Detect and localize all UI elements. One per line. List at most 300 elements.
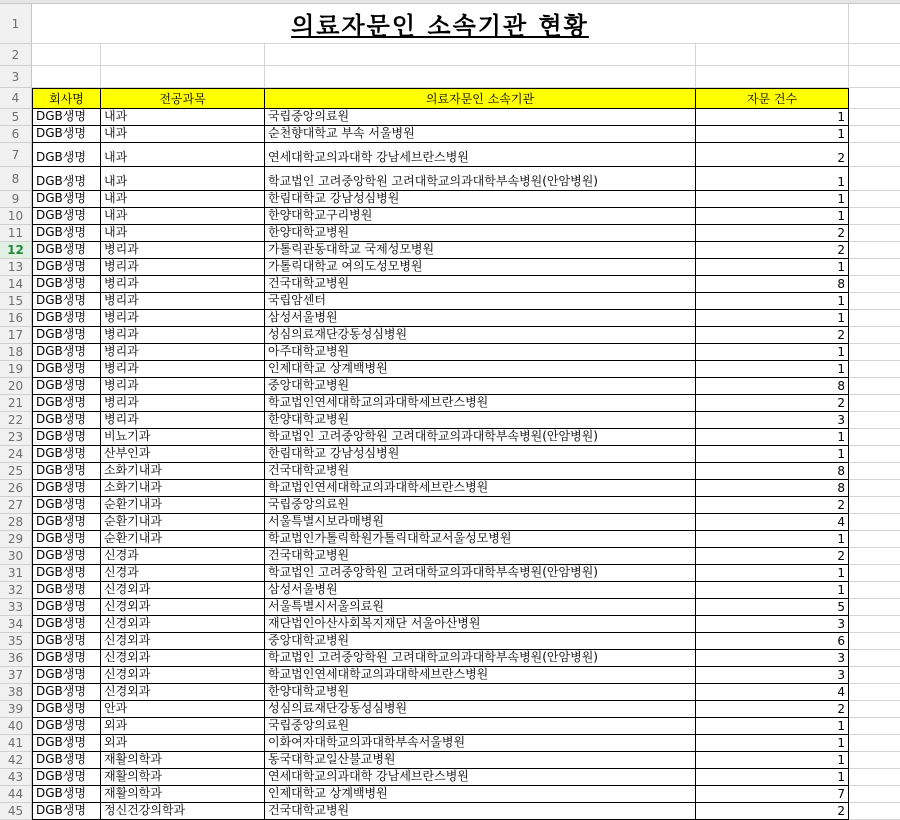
cell-org[interactable]: 성심의료재단강동성심병원 bbox=[265, 327, 696, 344]
cell-dept[interactable]: 병리과 bbox=[101, 259, 265, 276]
row-header[interactable]: 28 bbox=[0, 514, 32, 531]
row-header[interactable]: 8 bbox=[0, 167, 32, 191]
cell[interactable] bbox=[849, 667, 900, 684]
cell[interactable] bbox=[849, 786, 900, 803]
cell-company[interactable]: DGB생명 bbox=[32, 667, 101, 684]
row-header[interactable]: 11 bbox=[0, 225, 32, 242]
cell-count[interactable]: 4 bbox=[696, 684, 849, 701]
sheet-title: 의료자문인 소속기관 현황 bbox=[291, 12, 589, 40]
table-row bbox=[0, 276, 900, 293]
table-row bbox=[0, 310, 900, 327]
cell-dept[interactable]: 신경외과 bbox=[101, 667, 265, 684]
row-header[interactable]: 39 bbox=[0, 701, 32, 718]
row-header[interactable]: 25 bbox=[0, 463, 32, 480]
cell[interactable] bbox=[849, 514, 900, 531]
cell[interactable] bbox=[849, 208, 900, 225]
cell-org[interactable]: 한양대학교병원 bbox=[265, 684, 696, 701]
cell[interactable] bbox=[101, 44, 265, 66]
cell[interactable] bbox=[849, 109, 900, 126]
cell[interactable] bbox=[849, 378, 900, 395]
cell-org[interactable]: 한양대학교구리병원 bbox=[265, 208, 696, 225]
cell-company[interactable]: DGB생명 bbox=[32, 395, 101, 412]
cell-company[interactable]: DGB생명 bbox=[32, 565, 101, 582]
cell-count[interactable]: 3 bbox=[696, 412, 849, 429]
cell-dept[interactable]: 병리과 bbox=[101, 327, 265, 344]
header-org[interactable]: 의료자문인 소속기관 bbox=[265, 88, 696, 109]
cell-count[interactable]: 2 bbox=[696, 327, 849, 344]
cell-dept[interactable]: 정신건강의학과 bbox=[101, 803, 265, 820]
row-header[interactable]: 17 bbox=[0, 327, 32, 344]
cell-org[interactable]: 한림대학교 강남성심병원 bbox=[265, 446, 696, 463]
cell-org[interactable]: 가톨릭관동대학교 국제성모병원 bbox=[265, 242, 696, 259]
cell-count[interactable]: 3 bbox=[696, 667, 849, 684]
row-header[interactable]: 13 bbox=[0, 259, 32, 276]
cell-dept[interactable]: 재활의학과 bbox=[101, 769, 265, 786]
cell-dept[interactable]: 순환기내과 bbox=[101, 514, 265, 531]
cell-org[interactable]: 서울특별시서울의료원 bbox=[265, 599, 696, 616]
cell-dept[interactable]: 신경외과 bbox=[101, 599, 265, 616]
title-row bbox=[0, 4, 900, 44]
cell[interactable] bbox=[849, 616, 900, 633]
cell[interactable] bbox=[101, 66, 265, 88]
cell-dept[interactable]: 산부인과 bbox=[101, 446, 265, 463]
table-row bbox=[0, 752, 900, 769]
row-header[interactable]: 41 bbox=[0, 735, 32, 752]
cell-company[interactable]: DGB생명 bbox=[32, 701, 101, 718]
cell-count[interactable]: 6 bbox=[696, 633, 849, 650]
row-header[interactable]: 19 bbox=[0, 361, 32, 378]
cell[interactable] bbox=[849, 446, 900, 463]
cell-org[interactable]: 중앙대학교병원 bbox=[265, 378, 696, 395]
cell-count[interactable]: 1 bbox=[696, 361, 849, 378]
cell-org[interactable]: 학교법인연세대학교의과대학세브란스병원 bbox=[265, 395, 696, 412]
cell-company[interactable]: DGB생명 bbox=[32, 684, 101, 701]
cell-company[interactable]: DGB생명 bbox=[32, 752, 101, 769]
row-header[interactable]: 6 bbox=[0, 126, 32, 143]
cell-org[interactable]: 동국대학교일산불교병원 bbox=[265, 752, 696, 769]
cell-count[interactable]: 1 bbox=[696, 310, 849, 327]
cell[interactable] bbox=[849, 429, 900, 446]
cell-count[interactable]: 2 bbox=[696, 242, 849, 259]
cell-company[interactable]: DGB생명 bbox=[32, 769, 101, 786]
cell-count[interactable]: 1 bbox=[696, 109, 849, 126]
row-header[interactable]: 36 bbox=[0, 650, 32, 667]
row-header[interactable]: 18 bbox=[0, 344, 32, 361]
row-header[interactable]: 5 bbox=[0, 109, 32, 126]
cell-count[interactable]: 1 bbox=[696, 167, 849, 191]
blank-row bbox=[0, 44, 900, 66]
cell-count[interactable]: 3 bbox=[696, 650, 849, 667]
cell-org[interactable]: 인제대학교 상계백병원 bbox=[265, 361, 696, 378]
table-row bbox=[0, 803, 900, 820]
cell-count[interactable]: 1 bbox=[696, 769, 849, 786]
table-row bbox=[0, 395, 900, 412]
cell-dept[interactable]: 병리과 bbox=[101, 412, 265, 429]
cell-count[interactable]: 1 bbox=[696, 191, 849, 208]
header-count[interactable]: 자문 건수 bbox=[696, 88, 849, 109]
cell-count[interactable]: 2 bbox=[696, 497, 849, 514]
cell-org[interactable]: 건국대학교병원 bbox=[265, 463, 696, 480]
cell-org[interactable]: 한양대학교병원 bbox=[265, 225, 696, 242]
cell-count[interactable]: 1 bbox=[696, 718, 849, 735]
cell-company[interactable]: DGB생명 bbox=[32, 327, 101, 344]
cell-org[interactable]: 건국대학교병원 bbox=[265, 803, 696, 820]
cell-org[interactable]: 성심의료재단강동성심병원 bbox=[265, 701, 696, 718]
cell-company[interactable]: DGB생명 bbox=[32, 429, 101, 446]
cell-company[interactable]: DGB생명 bbox=[32, 616, 101, 633]
cell-company[interactable]: DGB생명 bbox=[32, 480, 101, 497]
cell[interactable] bbox=[849, 66, 900, 88]
cell-dept[interactable]: 내과 bbox=[101, 126, 265, 143]
cell-company[interactable]: DGB생명 bbox=[32, 548, 101, 565]
row-header[interactable]: 32 bbox=[0, 582, 32, 599]
cell-count[interactable]: 1 bbox=[696, 429, 849, 446]
cell-dept[interactable]: 내과 bbox=[101, 225, 265, 242]
cell-org[interactable]: 아주대학교병원 bbox=[265, 344, 696, 361]
cell-org[interactable]: 국립중앙의료원 bbox=[265, 109, 696, 126]
row-header[interactable]: 24 bbox=[0, 446, 32, 463]
cell-dept[interactable]: 내과 bbox=[101, 143, 265, 167]
cell-org[interactable]: 학교법인가톨릭학원가톨릭대학교서울성모병원 bbox=[265, 531, 696, 548]
cell[interactable] bbox=[849, 463, 900, 480]
cell-org[interactable]: 인제대학교 상계백병원 bbox=[265, 786, 696, 803]
cell-dept[interactable]: 신경외과 bbox=[101, 582, 265, 599]
cell-count[interactable]: 1 bbox=[696, 259, 849, 276]
cell-dept[interactable]: 병리과 bbox=[101, 361, 265, 378]
header-company[interactable]: 회사명 bbox=[32, 88, 101, 109]
cell-count[interactable]: 8 bbox=[696, 463, 849, 480]
row-header[interactable]: 10 bbox=[0, 208, 32, 225]
table-row bbox=[0, 361, 900, 378]
cell-company[interactable]: DGB생명 bbox=[32, 310, 101, 327]
cell[interactable] bbox=[849, 327, 900, 344]
cell-org[interactable]: 삼성서울병원 bbox=[265, 310, 696, 327]
cell[interactable] bbox=[32, 44, 101, 66]
cell-count[interactable]: 1 bbox=[696, 126, 849, 143]
cell-company[interactable]: DGB생명 bbox=[32, 293, 101, 310]
cell[interactable] bbox=[849, 259, 900, 276]
cell-org[interactable]: 가톨릭대학교 여의도성모병원 bbox=[265, 259, 696, 276]
cell[interactable] bbox=[849, 752, 900, 769]
table-row bbox=[0, 599, 900, 616]
cell[interactable] bbox=[849, 633, 900, 650]
cell-company[interactable]: DGB생명 bbox=[32, 167, 101, 191]
cell-count[interactable]: 1 bbox=[696, 582, 849, 599]
cell[interactable] bbox=[849, 480, 900, 497]
cell-count[interactable]: 1 bbox=[696, 531, 849, 548]
cell-count[interactable]: 2 bbox=[696, 395, 849, 412]
cell-dept[interactable]: 순환기내과 bbox=[101, 531, 265, 548]
cell-dept[interactable]: 병리과 bbox=[101, 293, 265, 310]
cell-count[interactable]: 1 bbox=[696, 446, 849, 463]
cell-company[interactable]: DGB생명 bbox=[32, 109, 101, 126]
cell-org[interactable]: 학교법인연세대학교의과대학세브란스병원 bbox=[265, 667, 696, 684]
table-row bbox=[0, 412, 900, 429]
row-header[interactable]: 34 bbox=[0, 616, 32, 633]
row-header[interactable]: 31 bbox=[0, 565, 32, 582]
cell[interactable] bbox=[32, 66, 101, 88]
row-header[interactable]: 26 bbox=[0, 480, 32, 497]
cell-count[interactable]: 1 bbox=[696, 344, 849, 361]
cell-dept[interactable]: 신경외과 bbox=[101, 684, 265, 701]
cell[interactable] bbox=[849, 582, 900, 599]
cell[interactable] bbox=[849, 650, 900, 667]
table-row bbox=[0, 344, 900, 361]
cell[interactable] bbox=[849, 361, 900, 378]
cell-org[interactable]: 서울특별시보라매병원 bbox=[265, 514, 696, 531]
cell-dept[interactable]: 내과 bbox=[101, 167, 265, 191]
cell-company[interactable]: DGB생명 bbox=[32, 582, 101, 599]
cell-dept[interactable]: 재활의학과 bbox=[101, 786, 265, 803]
cell-org[interactable]: 학교법인 고려중앙학원 고려대학교의과대학부속병원(안암병원) bbox=[265, 429, 696, 446]
cell-org[interactable]: 건국대학교병원 bbox=[265, 548, 696, 565]
cell[interactable] bbox=[849, 769, 900, 786]
cell-dept[interactable]: 병리과 bbox=[101, 344, 265, 361]
table-row bbox=[0, 582, 900, 599]
cell-dept[interactable]: 병리과 bbox=[101, 395, 265, 412]
cell-company[interactable]: DGB생명 bbox=[32, 208, 101, 225]
table-row bbox=[0, 109, 900, 126]
cell-dept[interactable]: 병리과 bbox=[101, 310, 265, 327]
cell-company[interactable]: DGB생명 bbox=[32, 378, 101, 395]
row-header[interactable]: 4 bbox=[0, 88, 32, 109]
row-header[interactable]: 37 bbox=[0, 667, 32, 684]
row-header[interactable]: 1 bbox=[0, 4, 32, 44]
cell[interactable] bbox=[849, 276, 900, 293]
cell-org[interactable]: 학교법인 고려중앙학원 고려대학교의과대학부속병원(안암병원) bbox=[265, 650, 696, 667]
cell-count[interactable]: 2 bbox=[696, 548, 849, 565]
row-header[interactable]: 21 bbox=[0, 395, 32, 412]
cell-company[interactable]: DGB생명 bbox=[32, 276, 101, 293]
cell-company[interactable]: DGB생명 bbox=[32, 344, 101, 361]
row-header[interactable]: 22 bbox=[0, 412, 32, 429]
cell-dept[interactable]: 병리과 bbox=[101, 242, 265, 259]
cell-count[interactable]: 1 bbox=[696, 735, 849, 752]
cell-count[interactable]: 4 bbox=[696, 514, 849, 531]
header-dept[interactable]: 전공과목 bbox=[101, 88, 265, 109]
table-row bbox=[0, 191, 900, 208]
cell-org[interactable]: 건국대학교병원 bbox=[265, 276, 696, 293]
cell[interactable] bbox=[849, 718, 900, 735]
cell-company[interactable]: DGB생명 bbox=[32, 497, 101, 514]
cell[interactable] bbox=[849, 412, 900, 429]
table-row bbox=[0, 786, 900, 803]
cell[interactable] bbox=[849, 735, 900, 752]
row-header[interactable]: 35 bbox=[0, 633, 32, 650]
cell-company[interactable]: DGB생명 bbox=[32, 361, 101, 378]
cell[interactable] bbox=[849, 44, 900, 66]
row-header[interactable]: 38 bbox=[0, 684, 32, 701]
row-header[interactable]: 43 bbox=[0, 769, 32, 786]
cell-company[interactable]: DGB생명 bbox=[32, 446, 101, 463]
cell-dept[interactable]: 신경외과 bbox=[101, 616, 265, 633]
cell-dept[interactable]: 소화기내과 bbox=[101, 463, 265, 480]
cell[interactable] bbox=[849, 167, 900, 191]
row-header[interactable]: 12 bbox=[0, 242, 32, 259]
cell-dept[interactable]: 재활의학과 bbox=[101, 752, 265, 769]
cell-count[interactable]: 2 bbox=[696, 803, 849, 820]
table-row bbox=[0, 126, 900, 143]
cell[interactable] bbox=[265, 44, 696, 66]
row-header[interactable]: 14 bbox=[0, 276, 32, 293]
cell[interactable] bbox=[849, 4, 900, 44]
cell-company[interactable]: DGB생명 bbox=[32, 126, 101, 143]
row-header[interactable]: 27 bbox=[0, 497, 32, 514]
cell-dept[interactable]: 신경외과 bbox=[101, 650, 265, 667]
cell-company[interactable]: DGB생명 bbox=[32, 225, 101, 242]
table-row bbox=[0, 446, 900, 463]
cell-org[interactable]: 연세대학교의과대학 강남세브란스병원 bbox=[265, 143, 696, 167]
cell-company[interactable]: DGB생명 bbox=[32, 633, 101, 650]
cell-count[interactable]: 8 bbox=[696, 480, 849, 497]
cell[interactable] bbox=[696, 66, 849, 88]
table-row bbox=[0, 480, 900, 497]
row-header[interactable]: 9 bbox=[0, 191, 32, 208]
table-row bbox=[0, 718, 900, 735]
row-header[interactable]: 42 bbox=[0, 752, 32, 769]
cell-dept[interactable]: 병리과 bbox=[101, 378, 265, 395]
cell[interactable] bbox=[849, 599, 900, 616]
cell[interactable] bbox=[849, 344, 900, 361]
cell-org[interactable]: 재단법인아산사회복지재단 서울아산병원 bbox=[265, 616, 696, 633]
row-header[interactable]: 16 bbox=[0, 310, 32, 327]
cell-dept[interactable]: 외과 bbox=[101, 718, 265, 735]
cell[interactable] bbox=[849, 310, 900, 327]
cell[interactable] bbox=[849, 684, 900, 701]
cell[interactable] bbox=[849, 88, 900, 109]
cell-dept[interactable]: 신경과 bbox=[101, 565, 265, 582]
row-header[interactable]: 2 bbox=[0, 44, 32, 66]
cell-org[interactable]: 학교법인연세대학교의과대학세브란스병원 bbox=[265, 480, 696, 497]
table-row bbox=[0, 565, 900, 582]
cell-org[interactable]: 순천향대학교 부속 서울병원 bbox=[265, 126, 696, 143]
cell-company[interactable]: DGB생명 bbox=[32, 242, 101, 259]
cell-count[interactable]: 8 bbox=[696, 378, 849, 395]
table-row bbox=[0, 378, 900, 395]
table-row bbox=[0, 143, 900, 167]
cell[interactable] bbox=[849, 242, 900, 259]
cell-dept[interactable]: 비뇨기과 bbox=[101, 429, 265, 446]
row-header[interactable]: 33 bbox=[0, 599, 32, 616]
table-row bbox=[0, 667, 900, 684]
cell[interactable] bbox=[849, 803, 900, 820]
cell-count[interactable]: 8 bbox=[696, 276, 849, 293]
cell-company[interactable]: DGB생명 bbox=[32, 463, 101, 480]
cell-dept[interactable]: 병리과 bbox=[101, 276, 265, 293]
cell-org[interactable]: 삼성서울병원 bbox=[265, 582, 696, 599]
cell-count[interactable]: 2 bbox=[696, 225, 849, 242]
title-cell[interactable] bbox=[32, 4, 849, 44]
table-row bbox=[0, 225, 900, 242]
cell-dept[interactable]: 내과 bbox=[101, 191, 265, 208]
cell[interactable] bbox=[265, 66, 696, 88]
cell-org[interactable]: 국립중앙의료원 bbox=[265, 718, 696, 735]
table-row bbox=[0, 616, 900, 633]
cell[interactable] bbox=[849, 565, 900, 582]
cell-count[interactable]: 1 bbox=[696, 293, 849, 310]
cell-count[interactable]: 7 bbox=[696, 786, 849, 803]
row-header[interactable]: 30 bbox=[0, 548, 32, 565]
cell-dept[interactable]: 내과 bbox=[101, 109, 265, 126]
cell[interactable] bbox=[849, 293, 900, 310]
row-header[interactable]: 44 bbox=[0, 786, 32, 803]
cell-company[interactable]: DGB생명 bbox=[32, 650, 101, 667]
cell-company[interactable]: DGB생명 bbox=[32, 412, 101, 429]
cell-dept[interactable]: 신경과 bbox=[101, 548, 265, 565]
cell-dept[interactable]: 안과 bbox=[101, 701, 265, 718]
cell-org[interactable]: 한양대학교병원 bbox=[265, 412, 696, 429]
row-header[interactable]: 3 bbox=[0, 66, 32, 88]
cell-org[interactable]: 연세대학교의과대학 강남세브란스병원 bbox=[265, 769, 696, 786]
cell-count[interactable]: 2 bbox=[696, 701, 849, 718]
cell-company[interactable]: DGB생명 bbox=[32, 531, 101, 548]
table-row bbox=[0, 514, 900, 531]
cell-dept[interactable]: 소화기내과 bbox=[101, 480, 265, 497]
cell-org[interactable]: 학교법인 고려중앙학원 고려대학교의과대학부속병원(안암병원) bbox=[265, 565, 696, 582]
table-row bbox=[0, 327, 900, 344]
cell-count[interactable]: 3 bbox=[696, 616, 849, 633]
cell[interactable] bbox=[849, 548, 900, 565]
cell-count[interactable]: 2 bbox=[696, 143, 849, 167]
cell-company[interactable]: DGB생명 bbox=[32, 718, 101, 735]
cell-count[interactable]: 1 bbox=[696, 565, 849, 582]
row-header[interactable]: 40 bbox=[0, 718, 32, 735]
row-header[interactable]: 45 bbox=[0, 803, 32, 820]
cell-dept[interactable]: 순환기내과 bbox=[101, 497, 265, 514]
row-header[interactable]: 23 bbox=[0, 429, 32, 446]
table-row bbox=[0, 497, 900, 514]
cell-company[interactable]: DGB생명 bbox=[32, 786, 101, 803]
cell-company[interactable]: DGB생명 bbox=[32, 191, 101, 208]
cell[interactable] bbox=[849, 191, 900, 208]
table-row bbox=[0, 684, 900, 701]
cell-company[interactable]: DGB생명 bbox=[32, 599, 101, 616]
cell[interactable] bbox=[849, 531, 900, 548]
cell-count[interactable]: 1 bbox=[696, 208, 849, 225]
cell[interactable] bbox=[849, 701, 900, 718]
cell-org[interactable]: 이화여자대학교의과대학부속서울병원 bbox=[265, 735, 696, 752]
cell[interactable] bbox=[849, 143, 900, 167]
cell-dept[interactable]: 신경외과 bbox=[101, 633, 265, 650]
cell-company[interactable]: DGB생명 bbox=[32, 259, 101, 276]
cell-org[interactable]: 중앙대학교병원 bbox=[265, 633, 696, 650]
table-row bbox=[0, 531, 900, 548]
cell-dept[interactable]: 내과 bbox=[101, 208, 265, 225]
row-header[interactable]: 20 bbox=[0, 378, 32, 395]
cell-org[interactable]: 국립암센터 bbox=[265, 293, 696, 310]
blank-row bbox=[0, 66, 900, 88]
cell-count[interactable]: 5 bbox=[696, 599, 849, 616]
cell-count[interactable]: 1 bbox=[696, 752, 849, 769]
table-row bbox=[0, 293, 900, 310]
cell[interactable] bbox=[696, 44, 849, 66]
cell-dept[interactable]: 외과 bbox=[101, 735, 265, 752]
cell-org[interactable]: 국립중앙의료원 bbox=[265, 497, 696, 514]
cell-org[interactable]: 한림대학교 강남성심병원 bbox=[265, 191, 696, 208]
cell-company[interactable]: DGB생명 bbox=[32, 514, 101, 531]
cell[interactable] bbox=[849, 395, 900, 412]
cell[interactable] bbox=[849, 126, 900, 143]
cell-company[interactable]: DGB생명 bbox=[32, 735, 101, 752]
cell[interactable] bbox=[849, 225, 900, 242]
row-header[interactable]: 7 bbox=[0, 143, 32, 167]
row-header[interactable]: 29 bbox=[0, 531, 32, 548]
cell-company[interactable]: DGB생명 bbox=[32, 143, 101, 167]
cell-org[interactable]: 학교법인 고려중앙학원 고려대학교의과대학부속병원(안암병원) bbox=[265, 167, 696, 191]
cell[interactable] bbox=[849, 497, 900, 514]
cell-company[interactable]: DGB생명 bbox=[32, 803, 101, 820]
row-header[interactable]: 15 bbox=[0, 293, 32, 310]
